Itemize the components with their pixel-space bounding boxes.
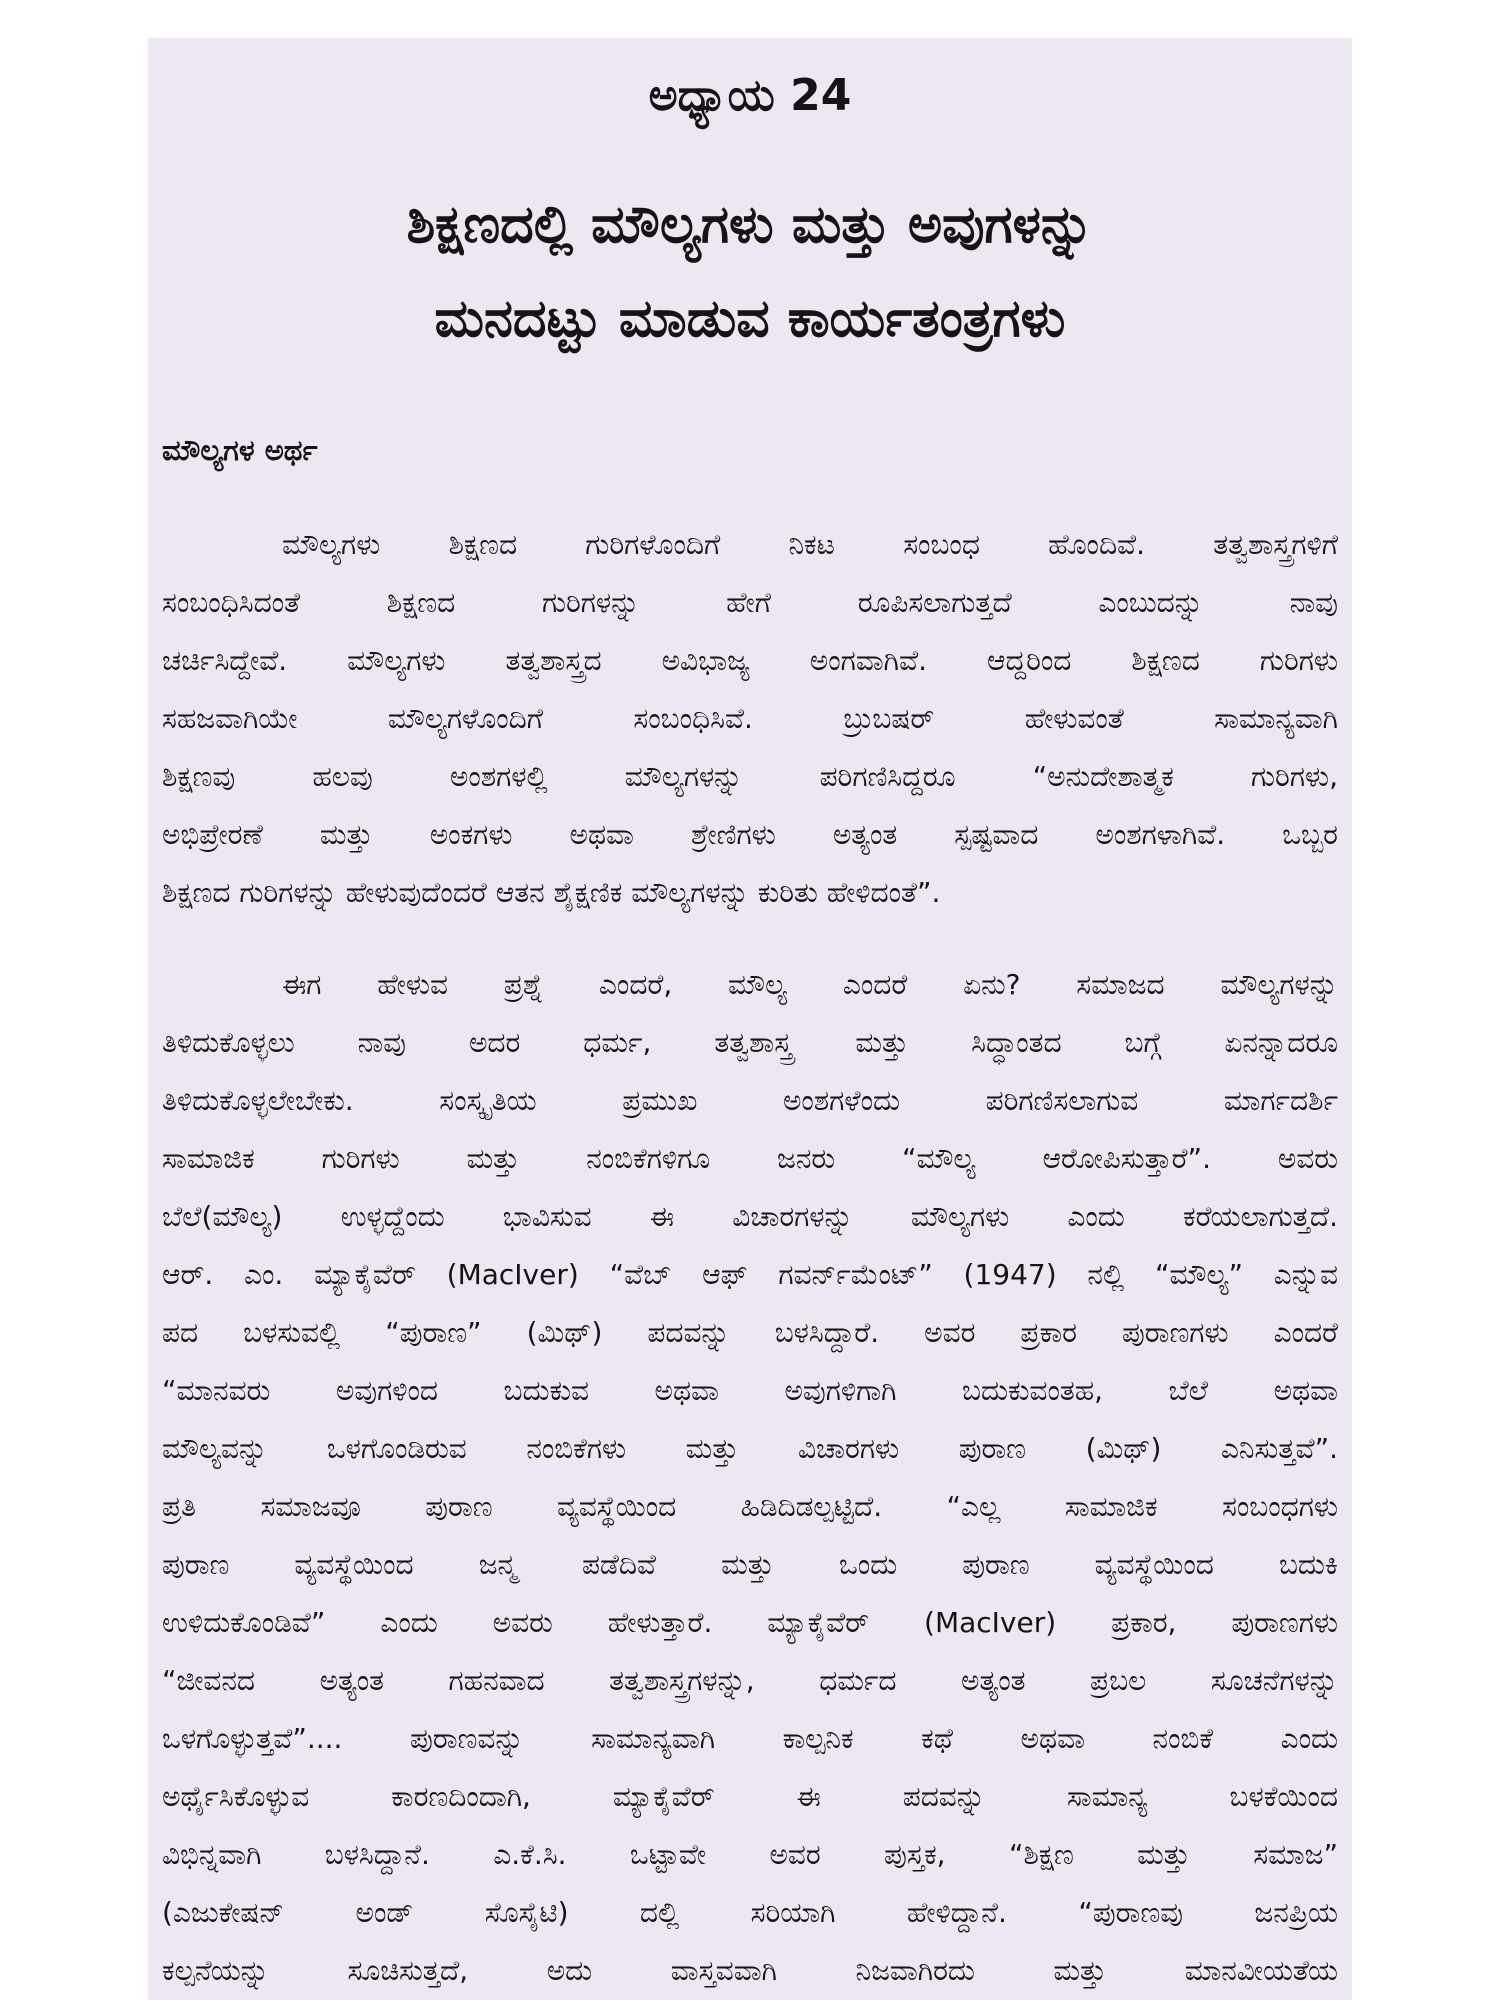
text-line: ಸಂಬಂಧಿಸಿದಂತೆ ಶಿಕ್ಷಣದ ಗುರಿಗಳನ್ನು ಹೇಗೆ ರೂಪಿಸಲಾಗುತ್ತದೆ ಎಂಬುದನ್ನು ನಾವು bbox=[162, 586, 1338, 619]
book-page bbox=[148, 38, 1352, 2000]
text-line: ಕಲ್ಪನೆಯನ್ನು ಸೂಚಿಸುತ್ತದೆ, ಅದು ವಾಸ್ತವವಾಗಿ ನಿಜವಾಗಿರದು ಮತ್ತು ಮಾನವೀಯತೆಯ bbox=[162, 1954, 1338, 1987]
text-line: ಅಭಿಪ್ರೇರಣೆ ಮತ್ತು ಅಂಕಗಳು ಅಥವಾ ಶ್ರೇಣಿಗಳು ಅತ್ಯಂತ ಸ್ಪಷ್ಟವಾದ ಅಂಶಗಳಾಗಿವೆ. ಒಬ್ಬರ bbox=[162, 818, 1338, 851]
text-line: ಚರ್ಚಿಸಿದ್ದೇವೆ. ಮೌಲ್ಯಗಳು ತತ್ವಶಾಸ್ತ್ರದ ಅವಿಭಾಜ್ಯ ಅಂಗವಾಗಿವೆ. ಆದ್ದರಿಂದ ಶಿಕ್ಷಣದ ಗುರಿಗಳು bbox=[162, 644, 1338, 677]
paragraph-1 bbox=[162, 516, 1338, 922]
paragraph-2 bbox=[162, 956, 1338, 2000]
text-line: ಒಳಗೊಳ್ಳುತ್ತವೆ”.... ಪುರಾಣವನ್ನು ಸಾಮಾನ್ಯವಾಗಿ ಕಾಲ್ಪನಿಕ ಕಥೆ ಅಥವಾ ನಂಬಿಕೆ ಎಂದು bbox=[162, 1722, 1338, 1755]
text-line: ಸಹಜವಾಗಿಯೇ ಮೌಲ್ಯಗಳೊಂದಿಗೆ ಸಂಬಂಧಿಸಿವೆ. ಬ್ರುಬಷರ್ ಹೇಳುವಂತೆ ಸಾಮಾನ್ಯವಾಗಿ bbox=[162, 702, 1338, 735]
text-line: “ಜೀವನದ ಅತ್ಯಂತ ಗಹನವಾದ ತತ್ವಶಾಸ್ತ್ರಗಳನ್ನು, ಧರ್ಮದ ಅತ್ಯಂತ ಪ್ರಬಲ ಸೂಚನೆಗಳನ್ನು bbox=[162, 1664, 1338, 1697]
section-heading: ಮೌಲ್ಯಗಳ ಅರ್ಥ bbox=[162, 433, 318, 467]
text-line: ಬೆಲೆ(ಮೌಲ್ಯ) ಉಳ್ಳದ್ದೆಂದು ಭಾವಿಸುವ ಈ ವಿಚಾರಗಳನ್ನು ಮೌಲ್ಯಗಳು ಎಂದು ಕರೆಯಲಾಗುತ್ತದೆ. bbox=[162, 1200, 1338, 1233]
text-line: ಉಳಿದುಕೊಂಡಿವೆ” ಎಂದು ಅವರು ಹೇಳುತ್ತಾರೆ. ಮ್ಯಾಕೈವೆರ್ (MacIver) ಪ್ರಕಾರ, ಪುರಾಣಗಳು bbox=[162, 1606, 1338, 1639]
text-line: “ಮಾನವರು ಅವುಗಳಿಂದ ಬದುಕುವ ಅಥವಾ ಅವುಗಳಿಗಾಗಿ ಬದುಕುವಂತಹ, ಬೆಲೆ ಅಥವಾ bbox=[162, 1374, 1338, 1407]
text-line: ತಿಳಿದುಕೊಳ್ಳಲು ನಾವು ಅದರ ಧರ್ಮ, ತತ್ವಶಾಸ್ತ್ರ ಮತ್ತು ಸಿದ್ಧಾಂತದ ಬಗ್ಗೆ ಏನನ್ನಾದರೂ bbox=[162, 1026, 1338, 1059]
text-line: ತಿಳಿದುಕೊಳ್ಳಲೇಬೇಕು. ಸಂಸ್ಕೃತಿಯ ಪ್ರಮುಖ ಅಂಶಗಳೆಂದು ಪರಿಗಣಿಸಲಾಗುವ ಮಾರ್ಗದರ್ಶಿ bbox=[162, 1084, 1338, 1117]
title-line: ಮನದಟ್ಟು ಮಾಡುವ ಕಾರ್ಯತಂತ್ರಗಳು bbox=[434, 289, 1066, 349]
body-text bbox=[162, 516, 1338, 2000]
text-line: ಆರ್. ಎಂ. ಮ್ಯಾಕೈವೆರ್ (MacIver) “ವೆಬ್ ಆಫ್ ಗವರ್ನ್‌ಮೆಂಟ್” (1947) ನಲ್ಲಿ “ಮೌಲ್ಯ” ಎನ್ನುವ bbox=[162, 1258, 1338, 1291]
chapter-title bbox=[148, 178, 1352, 366]
chapter-label: ಅಧ್ಯಾಯ 24 bbox=[648, 70, 852, 121]
text-line: ಮೌಲ್ಯಗಳು ಶಿಕ್ಷಣದ ಗುರಿಗಳೊಂದಿಗೆ ನಿಕಟ ಸಂಬಂಧ ಹೊಂದಿವೆ. ತತ್ವಶಾಸ್ತ್ರಗಳಿಗೆ bbox=[282, 528, 1338, 561]
text-line: ಅರ್ಥೈಸಿಕೊಳ್ಳುವ ಕಾರಣದಿಂದಾಗಿ, ಮ್ಯಾಕೈವೆರ್ ಈ ಪದವನ್ನು ಸಾಮಾನ್ಯ ಬಳಕೆಯಿಂದ bbox=[162, 1780, 1338, 1813]
text-line: ಈಗ ಹೇಳುವ ಪ್ರಶ್ನೆ ಎಂದರೆ, ಮೌಲ್ಯ ಎಂದರೆ ಏನು? ಸಮಾಜದ ಮೌಲ್ಯಗಳನ್ನು bbox=[282, 968, 1338, 1001]
text-line: ಶಿಕ್ಷಣವು ಹಲವು ಅಂಶಗಳಲ್ಲಿ ಮೌಲ್ಯಗಳನ್ನು ಪರಿಗಣಿಸಿದ್ದರೂ “ಅನುದೇಶಾತ್ಮಕ ಗುರಿಗಳು, bbox=[162, 760, 1338, 793]
text-line: ಸಾಮಾಜಿಕ ಗುರಿಗಳು ಮತ್ತು ನಂಬಿಕೆಗಳಿಗೂ ಜನರು “ಮೌಲ್ಯ ಆರೋಪಿಸುತ್ತಾರೆ”. ಅವರು bbox=[162, 1142, 1338, 1175]
text-line: ಪುರಾಣ ವ್ಯವಸ್ಥೆಯಿಂದ ಜನ್ಮ ಪಡೆದಿವೆ ಮತ್ತು ಒಂದು ಪುರಾಣ ವ್ಯವಸ್ಥೆಯಿಂದ ಬದುಕಿ bbox=[162, 1548, 1338, 1581]
title-line: ಶಿಕ್ಷಣದಲ್ಲಿ ಮೌಲ್ಯಗಳು ಮತ್ತು ಅವುಗಳನ್ನು bbox=[406, 195, 1094, 255]
text-line: ವಿಭಿನ್ನವಾಗಿ ಬಳಸಿದ್ದಾನೆ. ಎ.ಕೆ.ಸಿ. ಒಟ್ಟಾವೇ ಅವರ ಪುಸ್ತಕ, “ಶಿಕ್ಷಣ ಮತ್ತು ಸಮಾಜ” bbox=[162, 1838, 1338, 1871]
text-line: ಶಿಕ್ಷಣದ ಗುರಿಗಳನ್ನು ಹೇಳುವುದೆಂದರೆ ಆತನ ಶೈಕ್ಷಣಿಕ ಮೌಲ್ಯಗಳನ್ನು ಕುರಿತು ಹೇಳಿದಂತೆ”. bbox=[162, 876, 941, 909]
text-line: ಮೌಲ್ಯವನ್ನು ಒಳಗೊಂಡಿರುವ ನಂಬಿಕೆಗಳು ಮತ್ತು ವಿಚಾರಗಳು ಪುರಾಣ (ಮಿಥ್) ಎನಿಸುತ್ತವೆ”. bbox=[162, 1432, 1338, 1465]
text-line: ಪ್ರತಿ ಸಮಾಜವೂ ಪುರಾಣ ವ್ಯವಸ್ಥೆಯಿಂದ ಹಿಡಿದಿಡಲ್ಪಟ್ಟಿದೆ. “ಎಲ್ಲ ಸಾಮಾಜಿಕ ಸಂಬಂಧಗಳು bbox=[162, 1490, 1338, 1523]
text-line: (ಎಜುಕೇಷನ್ ಅಂಡ್ ಸೊಸೈಟಿ) ದಲ್ಲಿ ಸರಿಯಾಗಿ ಹೇಳಿದ್ದಾನೆ. “ಪುರಾಣವು ಜನಪ್ರಿಯ bbox=[162, 1896, 1338, 1929]
text-line: ಪದ ಬಳಸುವಲ್ಲಿ “ಪುರಾಣ” (ಮಿಥ್) ಪದವನ್ನು ಬಳಸಿದ್ದಾರೆ. ಅವರ ಪ್ರಕಾರ ಪುರಾಣಗಳು ಎಂದರೆ bbox=[162, 1316, 1338, 1349]
